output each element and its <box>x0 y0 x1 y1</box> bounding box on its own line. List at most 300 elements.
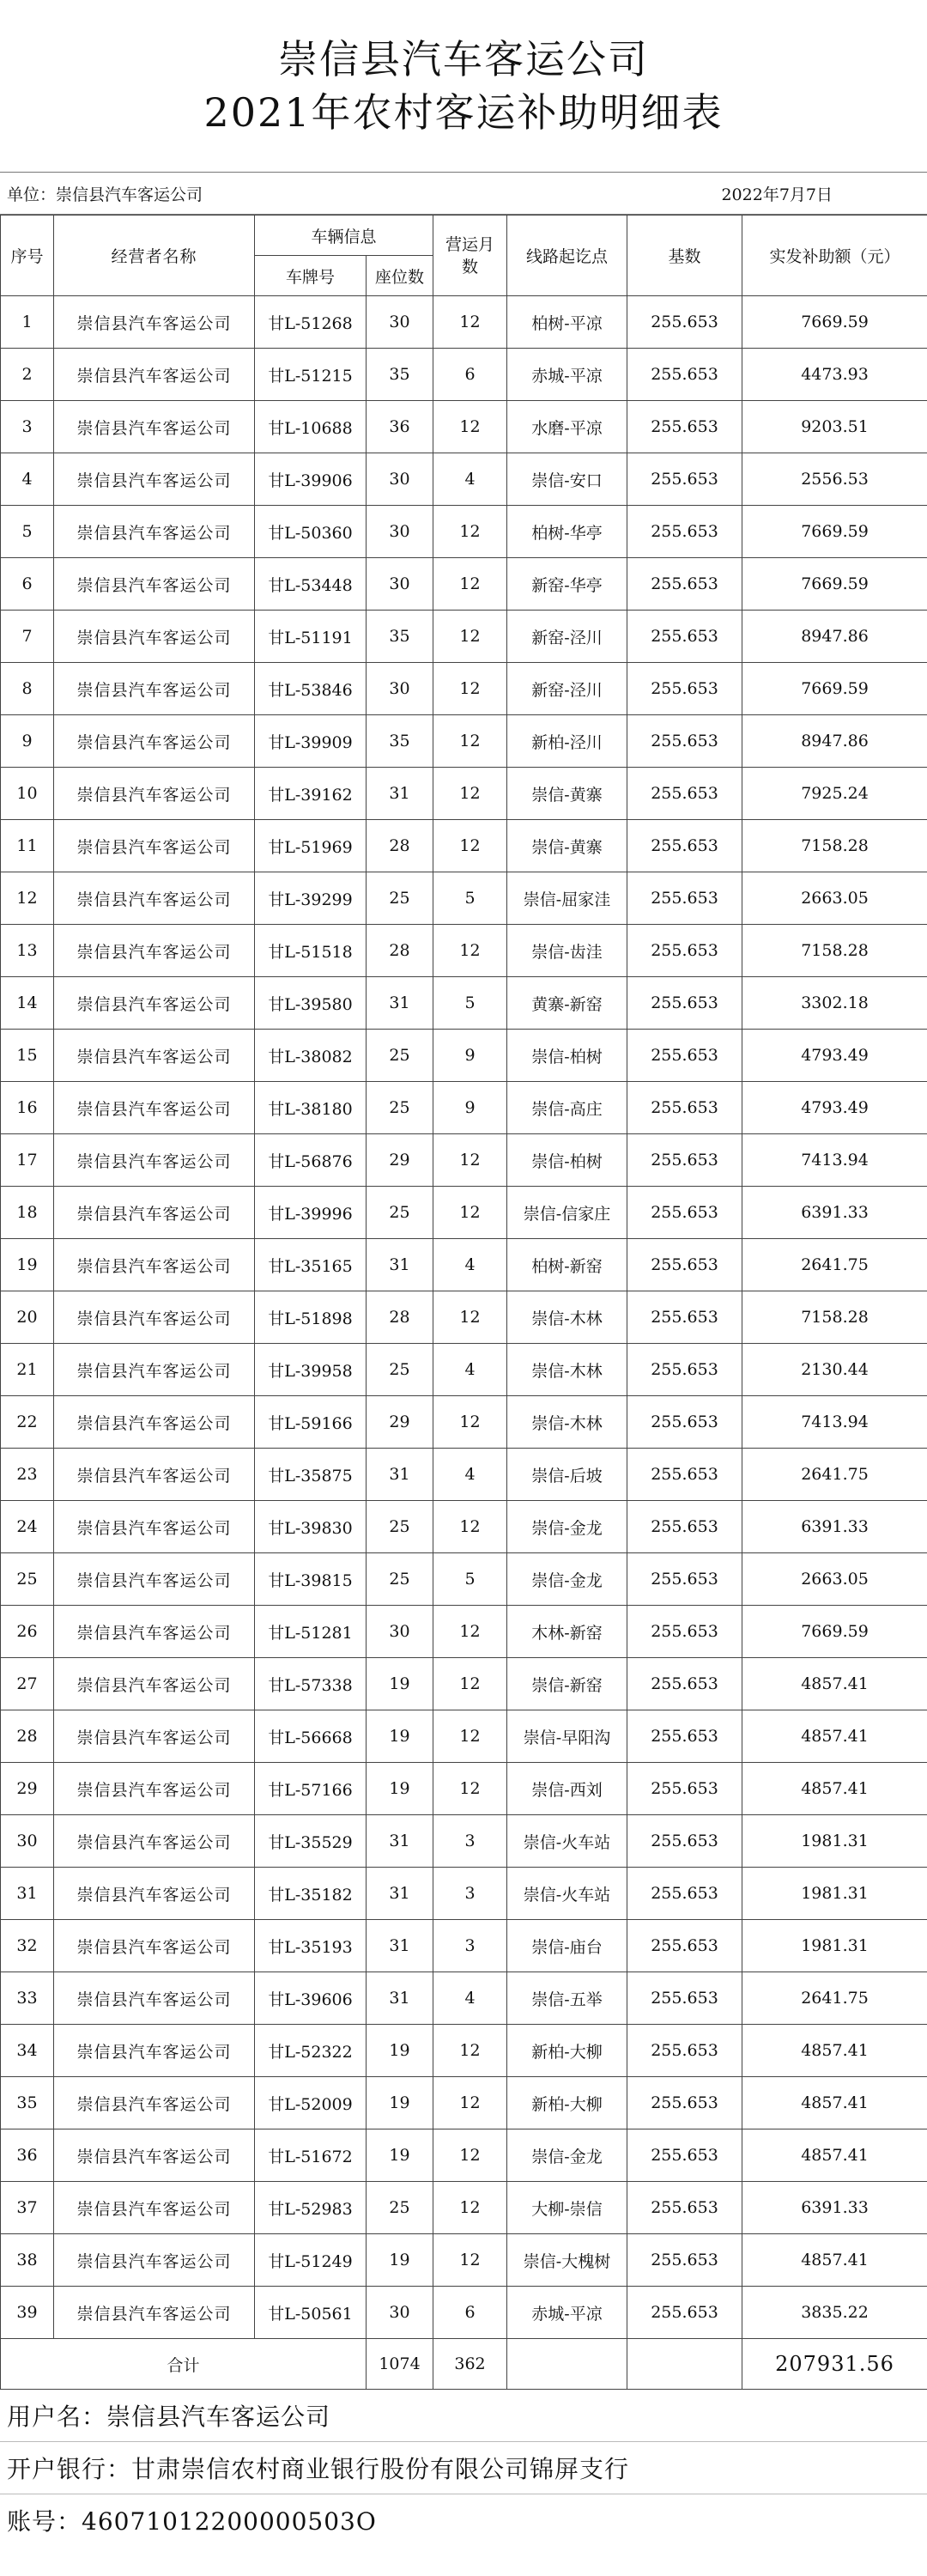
table-row <box>1 715 927 768</box>
row-plate: 甘L-35529 <box>255 1815 367 1868</box>
row-amount: 3835.22 <box>742 2287 927 2339</box>
table-row <box>1 2287 927 2339</box>
row-operator: 崇信县汽车客运公司 <box>54 2234 255 2287</box>
row-base: 255.653 <box>627 558 742 611</box>
row-months: 12 <box>433 1763 507 1815</box>
row-operator: 崇信县汽车客运公司 <box>54 1763 255 1815</box>
row-operator: 崇信县汽车客运公司 <box>54 1710 255 1763</box>
row-base: 255.653 <box>627 349 742 401</box>
report-date: 2022年7月7日 <box>721 185 833 204</box>
row-operator: 崇信县汽车客运公司 <box>54 1920 255 1972</box>
row-base: 255.653 <box>627 2025 742 2077</box>
row-seats: 30 <box>367 558 433 611</box>
row-seq: 7 <box>1 611 54 663</box>
row-seq: 28 <box>1 1710 54 1763</box>
row-route: 赤城-平凉 <box>507 2287 627 2339</box>
row-route: 新窑-泾川 <box>507 611 627 663</box>
row-months: 9 <box>433 1030 507 1082</box>
row-route: 柏树-新窑 <box>507 1239 627 1291</box>
row-operator: 崇信县汽车客运公司 <box>54 715 255 768</box>
row-route: 崇信-木林 <box>507 1291 627 1344</box>
table-row <box>1 611 927 663</box>
row-amount: 7413.94 <box>742 1396 927 1449</box>
row-amount: 2641.75 <box>742 1449 927 1501</box>
row-seats: 19 <box>367 1710 433 1763</box>
header-months: 营运月数 <box>433 216 507 296</box>
row-plate: 甘L-35182 <box>255 1868 367 1920</box>
row-plate: 甘L-50561 <box>255 2287 367 2339</box>
row-base: 255.653 <box>627 925 742 977</box>
row-seq: 9 <box>1 715 54 768</box>
bank-name-text: 开户银行：甘肃崇信农村商业银行股份有限公司锦屏支行 <box>7 2455 630 2483</box>
row-amount: 7158.28 <box>742 925 927 977</box>
row-route: 崇信-大槐树 <box>507 2234 627 2287</box>
row-operator: 崇信县汽车客运公司 <box>54 977 255 1030</box>
row-operator: 崇信县汽车客运公司 <box>54 1030 255 1082</box>
row-plate: 甘L-50360 <box>255 506 367 558</box>
row-seats: 31 <box>367 1920 433 1972</box>
row-plate: 甘L-39606 <box>255 1972 367 2025</box>
row-seq: 19 <box>1 1239 54 1291</box>
table-row <box>1 1553 927 1606</box>
row-base: 255.653 <box>627 1501 742 1553</box>
row-seq: 30 <box>1 1815 54 1868</box>
row-amount: 4857.41 <box>742 1658 927 1710</box>
row-plate: 甘L-39958 <box>255 1344 367 1396</box>
row-amount: 3302.18 <box>742 977 927 1030</box>
total-empty-base <box>627 2339 742 2390</box>
row-plate: 甘L-52009 <box>255 2077 367 2129</box>
row-base: 255.653 <box>627 453 742 506</box>
row-seats: 36 <box>367 401 433 453</box>
row-route: 新窑-华亭 <box>507 558 627 611</box>
row-plate: 甘L-57166 <box>255 1763 367 1815</box>
row-months: 12 <box>433 1606 507 1658</box>
row-seq: 15 <box>1 1030 54 1082</box>
row-operator: 崇信县汽车客运公司 <box>54 820 255 872</box>
table-header <box>1 216 927 296</box>
header-seq: 序号 <box>1 216 54 296</box>
table-row <box>1 558 927 611</box>
row-months: 12 <box>433 715 507 768</box>
row-seats: 19 <box>367 2129 433 2182</box>
row-amount: 1981.31 <box>742 1868 927 1920</box>
row-plate: 甘L-10688 <box>255 401 367 453</box>
table-row <box>1 2025 927 2077</box>
row-route: 崇信-屈家洼 <box>507 872 627 925</box>
row-base: 255.653 <box>627 1291 742 1344</box>
row-route: 崇信-黄寨 <box>507 820 627 872</box>
row-months: 12 <box>433 611 507 663</box>
row-seats: 30 <box>367 2287 433 2339</box>
row-plate: 甘L-39580 <box>255 977 367 1030</box>
row-seq: 29 <box>1 1763 54 1815</box>
row-operator: 崇信县汽车客运公司 <box>54 296 255 349</box>
row-seats: 25 <box>367 872 433 925</box>
row-months: 12 <box>433 2025 507 2077</box>
row-plate: 甘L-35875 <box>255 1449 367 1501</box>
row-base: 255.653 <box>627 2129 742 2182</box>
table-row <box>1 1396 927 1449</box>
row-months: 6 <box>433 349 507 401</box>
row-operator: 崇信县汽车客运公司 <box>54 1501 255 1553</box>
row-operator: 崇信县汽车客运公司 <box>54 1868 255 1920</box>
row-operator: 崇信县汽车客运公司 <box>54 1815 255 1868</box>
total-seats: 1074 <box>367 2339 433 2390</box>
row-seats: 31 <box>367 1449 433 1501</box>
row-months: 4 <box>433 1972 507 2025</box>
row-amount: 2641.75 <box>742 1239 927 1291</box>
row-seq: 27 <box>1 1658 54 1710</box>
row-amount: 4857.41 <box>742 1763 927 1815</box>
row-months: 12 <box>433 1187 507 1239</box>
row-amount: 7158.28 <box>742 1291 927 1344</box>
row-plate: 甘L-56668 <box>255 1710 367 1763</box>
row-operator: 崇信县汽车客运公司 <box>54 1553 255 1606</box>
table-row <box>1 1344 927 1396</box>
row-route: 新柏-大柳 <box>507 2025 627 2077</box>
row-seq: 4 <box>1 453 54 506</box>
row-amount: 7669.59 <box>742 663 927 715</box>
row-seats: 28 <box>367 925 433 977</box>
row-seats: 25 <box>367 1553 433 1606</box>
table-row <box>1 401 927 453</box>
row-plate: 甘L-51281 <box>255 1606 367 1658</box>
table-body <box>1 296 927 2339</box>
row-seq: 38 <box>1 2234 54 2287</box>
row-route: 崇信-新窑 <box>507 1658 627 1710</box>
row-seq: 37 <box>1 2182 54 2234</box>
row-amount: 2641.75 <box>742 1972 927 2025</box>
row-base: 255.653 <box>627 1606 742 1658</box>
row-months: 4 <box>433 453 507 506</box>
row-operator: 崇信县汽车客运公司 <box>54 2129 255 2182</box>
row-months: 12 <box>433 401 507 453</box>
row-seats: 31 <box>367 1868 433 1920</box>
row-operator: 崇信县汽车客运公司 <box>54 506 255 558</box>
row-months: 12 <box>433 1658 507 1710</box>
row-plate: 甘L-51249 <box>255 2234 367 2287</box>
row-route: 崇信-黄寨 <box>507 768 627 820</box>
row-base: 255.653 <box>627 1658 742 1710</box>
row-plate: 甘L-59166 <box>255 1396 367 1449</box>
row-plate: 甘L-51215 <box>255 349 367 401</box>
row-months: 5 <box>433 1553 507 1606</box>
row-base: 255.653 <box>627 1868 742 1920</box>
header-seats: 座位数 <box>367 256 433 296</box>
row-seats: 19 <box>367 1763 433 1815</box>
row-route: 崇信-木林 <box>507 1396 627 1449</box>
row-route: 崇信-金龙 <box>507 1501 627 1553</box>
row-seats: 30 <box>367 506 433 558</box>
row-route: 新柏-泾川 <box>507 715 627 768</box>
row-months: 12 <box>433 768 507 820</box>
row-seq: 16 <box>1 1082 54 1134</box>
row-plate: 甘L-38082 <box>255 1030 367 1082</box>
row-operator: 崇信县汽车客运公司 <box>54 1972 255 2025</box>
row-base: 255.653 <box>627 611 742 663</box>
row-plate: 甘L-39299 <box>255 872 367 925</box>
table-row <box>1 1239 927 1291</box>
row-months: 9 <box>433 1082 507 1134</box>
table-row <box>1 2182 927 2234</box>
row-seq: 36 <box>1 2129 54 2182</box>
row-seats: 19 <box>367 2234 433 2287</box>
row-months: 4 <box>433 1239 507 1291</box>
row-seats: 35 <box>367 715 433 768</box>
row-operator: 崇信县汽车客运公司 <box>54 2025 255 2077</box>
row-seats: 25 <box>367 1030 433 1082</box>
row-seq: 12 <box>1 872 54 925</box>
row-operator: 崇信县汽车客运公司 <box>54 1082 255 1134</box>
row-plate: 甘L-57338 <box>255 1658 367 1710</box>
row-plate: 甘L-39162 <box>255 768 367 820</box>
row-seats: 25 <box>367 2182 433 2234</box>
row-route: 崇信-五举 <box>507 1972 627 2025</box>
row-operator: 崇信县汽车客运公司 <box>54 663 255 715</box>
table-row <box>1 820 927 872</box>
row-months: 4 <box>433 1344 507 1396</box>
row-base: 255.653 <box>627 1763 742 1815</box>
row-base: 255.653 <box>627 1920 742 1972</box>
document-title: 2021年农村客运补助明细表 <box>203 89 724 136</box>
row-operator: 崇信县汽车客运公司 <box>54 2287 255 2339</box>
row-months: 3 <box>433 1868 507 1920</box>
total-months: 362 <box>433 2339 507 2390</box>
row-base: 255.653 <box>627 1030 742 1082</box>
row-amount: 7669.59 <box>742 506 927 558</box>
table-row <box>1 768 927 820</box>
row-amount: 4857.41 <box>742 2025 927 2077</box>
table-row <box>1 1501 927 1553</box>
total-label: 合计 <box>1 2339 367 2390</box>
table-row <box>1 1658 927 1710</box>
row-route: 柏树-华亭 <box>507 506 627 558</box>
row-amount: 1981.31 <box>742 1815 927 1868</box>
row-operator: 崇信县汽车客运公司 <box>54 1449 255 1501</box>
row-amount: 8947.86 <box>742 715 927 768</box>
row-months: 12 <box>433 1501 507 1553</box>
header-route: 线路起讫点 <box>507 216 627 296</box>
row-plate: 甘L-51969 <box>255 820 367 872</box>
row-amount: 4793.49 <box>742 1030 927 1082</box>
row-route: 崇信-早阳沟 <box>507 1710 627 1763</box>
row-seats: 25 <box>367 1344 433 1396</box>
row-months: 4 <box>433 1449 507 1501</box>
row-plate: 甘L-53846 <box>255 663 367 715</box>
row-seats: 25 <box>367 1501 433 1553</box>
total-amount: 207931.56 <box>742 2339 927 2390</box>
table-row <box>1 1291 927 1344</box>
row-plate: 甘L-39906 <box>255 453 367 506</box>
row-months: 12 <box>433 925 507 977</box>
row-base: 255.653 <box>627 1187 742 1239</box>
row-amount: 2556.53 <box>742 453 927 506</box>
row-amount: 4793.49 <box>742 1082 927 1134</box>
row-plate: 甘L-35193 <box>255 1920 367 1972</box>
row-base: 255.653 <box>627 663 742 715</box>
row-seq: 22 <box>1 1396 54 1449</box>
row-base: 255.653 <box>627 2234 742 2287</box>
table-row <box>1 1815 927 1868</box>
account-number <box>0 2494 927 2546</box>
row-route: 黄寨-新窑 <box>507 977 627 1030</box>
row-seats: 31 <box>367 977 433 1030</box>
row-amount: 8947.86 <box>742 611 927 663</box>
row-route: 崇信-柏树 <box>507 1134 627 1187</box>
header-plate: 车牌号 <box>255 256 367 296</box>
row-seats: 29 <box>367 1134 433 1187</box>
row-operator: 崇信县汽车客运公司 <box>54 401 255 453</box>
row-route: 崇信-木林 <box>507 1344 627 1396</box>
row-plate: 甘L-51672 <box>255 2129 367 2182</box>
row-seq: 6 <box>1 558 54 611</box>
row-route: 崇信-后坡 <box>507 1449 627 1501</box>
row-base: 255.653 <box>627 1239 742 1291</box>
header-subsidy: 实发补助额（元） <box>742 216 927 296</box>
row-amount: 7669.59 <box>742 296 927 349</box>
row-operator: 崇信县汽车客运公司 <box>54 558 255 611</box>
row-route: 崇信-安口 <box>507 453 627 506</box>
table-row <box>1 1606 927 1658</box>
row-amount: 7158.28 <box>742 820 927 872</box>
row-base: 255.653 <box>627 2182 742 2234</box>
row-months: 12 <box>433 506 507 558</box>
row-seq: 32 <box>1 1920 54 1972</box>
table-row <box>1 349 927 401</box>
row-plate: 甘L-39909 <box>255 715 367 768</box>
row-base: 255.653 <box>627 1344 742 1396</box>
row-base: 255.653 <box>627 1553 742 1606</box>
row-months: 12 <box>433 2182 507 2234</box>
row-route: 柏树-平凉 <box>507 296 627 349</box>
row-base: 255.653 <box>627 977 742 1030</box>
table-row <box>1 1082 927 1134</box>
row-amount: 6391.33 <box>742 1501 927 1553</box>
row-amount: 4857.41 <box>742 2077 927 2129</box>
row-seats: 29 <box>367 1396 433 1449</box>
row-months: 12 <box>433 2129 507 2182</box>
row-seats: 31 <box>367 768 433 820</box>
row-route: 新柏-大柳 <box>507 2077 627 2129</box>
row-months: 12 <box>433 1291 507 1344</box>
table-row <box>1 1710 927 1763</box>
row-operator: 崇信县汽车客运公司 <box>54 2182 255 2234</box>
row-months: 3 <box>433 1920 507 1972</box>
table-row <box>1 296 927 349</box>
row-amount: 4473.93 <box>742 349 927 401</box>
row-seq: 21 <box>1 1344 54 1396</box>
row-amount: 9203.51 <box>742 401 927 453</box>
row-base: 255.653 <box>627 820 742 872</box>
row-seats: 19 <box>367 1658 433 1710</box>
table-row <box>1 2234 927 2287</box>
row-amount: 7925.24 <box>742 768 927 820</box>
row-months: 12 <box>433 1134 507 1187</box>
row-seq: 5 <box>1 506 54 558</box>
row-base: 255.653 <box>627 768 742 820</box>
row-seats: 30 <box>367 296 433 349</box>
row-base: 255.653 <box>627 296 742 349</box>
row-seq: 20 <box>1 1291 54 1344</box>
row-seats: 28 <box>367 820 433 872</box>
row-seq: 24 <box>1 1501 54 1553</box>
row-base: 255.653 <box>627 401 742 453</box>
row-route: 崇信-火车站 <box>507 1868 627 1920</box>
row-seq: 23 <box>1 1449 54 1501</box>
table-row <box>1 663 927 715</box>
row-amount: 4857.41 <box>742 1710 927 1763</box>
row-plate: 甘L-53448 <box>255 558 367 611</box>
row-months: 3 <box>433 1815 507 1868</box>
unit-row <box>0 172 927 215</box>
table-footer <box>1 2339 927 2390</box>
row-base: 255.653 <box>627 1082 742 1134</box>
row-base: 255.653 <box>627 2287 742 2339</box>
row-amount: 2663.05 <box>742 872 927 925</box>
table-row <box>1 1449 927 1501</box>
row-months: 6 <box>433 2287 507 2339</box>
bank-name <box>0 2442 927 2494</box>
table-row <box>1 1972 927 2025</box>
row-seats: 30 <box>367 663 433 715</box>
row-months: 12 <box>433 1710 507 1763</box>
row-months: 12 <box>433 296 507 349</box>
row-months: 12 <box>433 663 507 715</box>
row-months: 12 <box>433 1396 507 1449</box>
row-seats: 31 <box>367 1815 433 1868</box>
row-operator: 崇信县汽车客运公司 <box>54 768 255 820</box>
row-seq: 33 <box>1 1972 54 2025</box>
row-months: 12 <box>433 558 507 611</box>
row-seats: 31 <box>367 1239 433 1291</box>
header-operator: 经营者名称 <box>54 216 255 296</box>
row-months: 5 <box>433 872 507 925</box>
row-plate: 甘L-39830 <box>255 1501 367 1553</box>
row-plate: 甘L-51191 <box>255 611 367 663</box>
row-seats: 30 <box>367 453 433 506</box>
row-base: 255.653 <box>627 872 742 925</box>
table-row <box>1 1030 927 1082</box>
row-plate: 甘L-52983 <box>255 2182 367 2234</box>
row-route: 崇信-高庄 <box>507 1082 627 1134</box>
row-operator: 崇信县汽车客运公司 <box>54 2077 255 2129</box>
row-route: 崇信-庙台 <box>507 1920 627 1972</box>
row-base: 255.653 <box>627 1134 742 1187</box>
row-months: 5 <box>433 977 507 1030</box>
row-seats: 19 <box>367 2077 433 2129</box>
table-row <box>1 872 927 925</box>
table-row <box>1 1868 927 1920</box>
row-plate: 甘L-35165 <box>255 1239 367 1291</box>
row-seq: 1 <box>1 296 54 349</box>
row-plate: 甘L-51268 <box>255 296 367 349</box>
total-empty-route <box>507 2339 627 2390</box>
table-row <box>1 925 927 977</box>
account-name <box>0 2390 927 2442</box>
row-route: 崇信-齿洼 <box>507 925 627 977</box>
row-months: 12 <box>433 820 507 872</box>
row-operator: 崇信县汽车客运公司 <box>54 1396 255 1449</box>
row-seats: 25 <box>367 1082 433 1134</box>
row-operator: 崇信县汽车客运公司 <box>54 1291 255 1344</box>
row-months: 12 <box>433 2234 507 2287</box>
table-row <box>1 1134 927 1187</box>
header-vehicle-info: 车辆信息 <box>255 216 433 256</box>
row-plate: 甘L-39996 <box>255 1187 367 1239</box>
row-base: 255.653 <box>627 1815 742 1868</box>
row-base: 255.653 <box>627 1710 742 1763</box>
